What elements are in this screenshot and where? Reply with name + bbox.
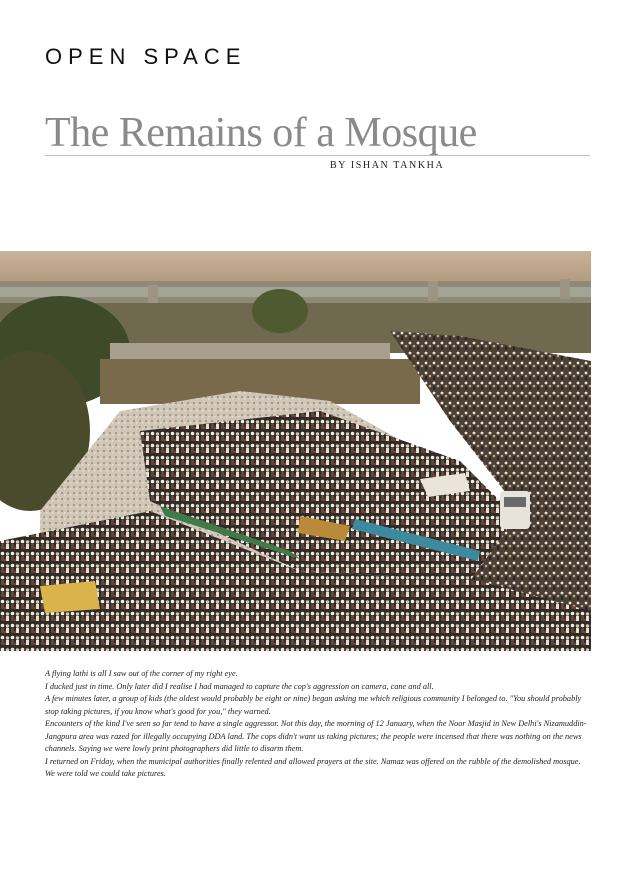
article-paragraph: A few minutes later, a group of kids (the oldest would probably be eight or nine) began asking me which religious community I belonged to. "You should probably stop taking pictures, if you know what's good for you," they warned. — [45, 694, 582, 716]
aerial-photo — [0, 251, 591, 651]
byline: BY ISHAN TANKHA — [330, 160, 445, 171]
article-paragraph: A flying lathi is all I saw out of the corner of my right eye. — [45, 669, 238, 678]
section-label: OPEN SPACE — [45, 44, 247, 69]
article-title: The Remains of a Mosque — [45, 110, 477, 156]
article-paragraph: Encounters of the kind I've seen so far tend to have a single aggressor. Not this day, the morning of 12 January, when the Noor Masjid in New Delhi's Nizamuddin-Jangpura area was razed for illegally occupying DDA land. The cops didn't want us taking pictures; the people were incensed that there was nothing on the news channels. Saying we were lowly print photographers did little to disarm them. — [45, 719, 587, 753]
article-body — [45, 668, 593, 781]
article-paragraph: We were told we could take pictures. — [45, 769, 166, 778]
article-paragraph: I ducked just in time. Only later did I realise I had managed to capture the cop's aggression on camera, cane and all. — [45, 681, 434, 691]
article-paragraph: I returned on Friday, when the municipal authorities finally relented and allowed prayers at the site. Namaz was offered on the rubble of the demolished mosque. — [45, 756, 581, 766]
title-rule — [45, 155, 590, 156]
